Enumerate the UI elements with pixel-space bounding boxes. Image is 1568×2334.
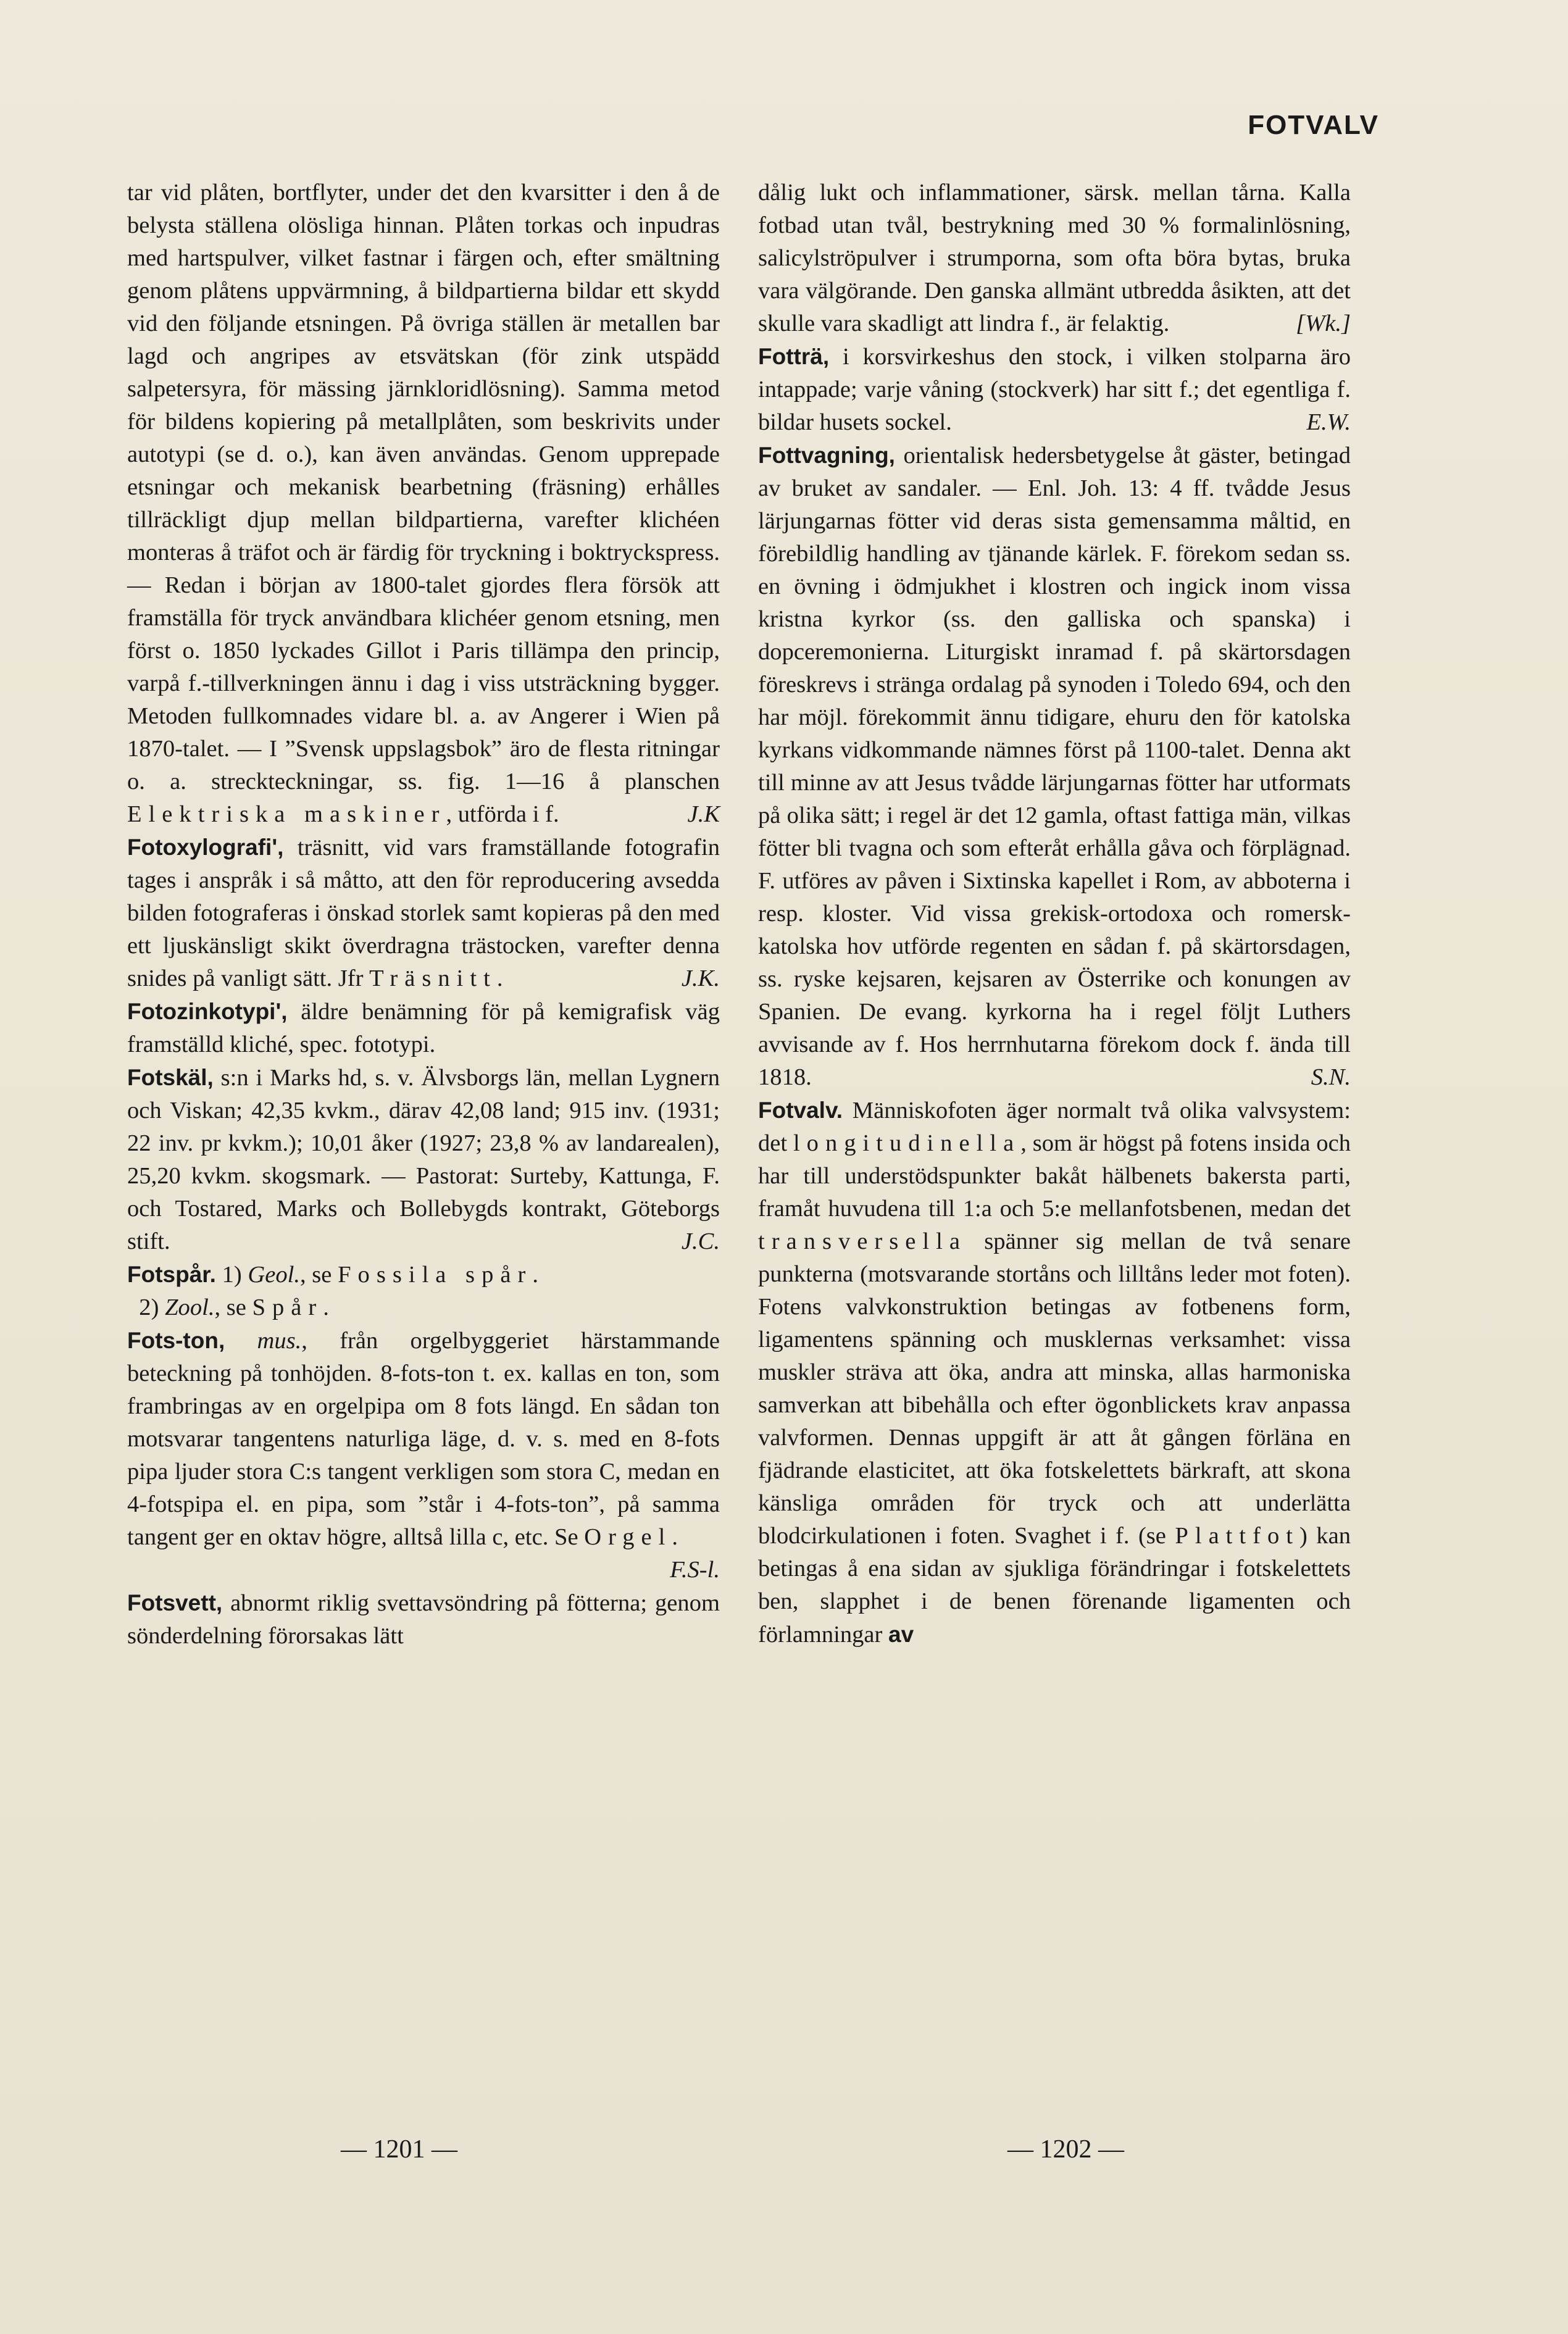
field-label: mus. — [257, 1328, 302, 1354]
author-signature: [Wk.] — [1296, 311, 1351, 336]
entry-fotsvett-continuation — [758, 177, 1351, 340]
entry-fotspar — [127, 1258, 720, 1324]
entry-text: , se — [300, 1262, 338, 1288]
entry-text: Människofoten äger normalt två olika valvsystem: det — [758, 1098, 1351, 1156]
entry-text: äldre benämning för på kemigrafisk väg framställd kliché, spec. fototypi. — [127, 999, 720, 1057]
entry-continuation — [127, 177, 720, 831]
entry-text-bold: av — [888, 1622, 914, 1647]
entry-text: 2) — [139, 1294, 165, 1320]
cross-reference: Träsnitt — [369, 965, 497, 991]
entry-text: s:n i Marks hd, s. v. Älvsborgs län, mellan Lygnern och Viskan; 42,35 kvkm., därav 42,08 land; 915 inv. (1931; 22 inv. pr kvkm.); 10,01 åker (1927; 23,8 % av landarealen), 25,20 kvkm. skogsmark. — Pastorat: Surteby, Kattunga, F. och Tostared, Marks och Bollebygds kontrakt, Göteborgs stift. — [127, 1065, 720, 1254]
cross-reference: Spår — [252, 1294, 323, 1320]
author-signature: S.N. — [1311, 1064, 1351, 1090]
headword: Fottvagning, — [758, 443, 895, 468]
entry-fottvagning — [758, 439, 1351, 1094]
entry-text: . — [323, 1294, 329, 1320]
entry-text: orientalisk hedersbetygelse åt gäster, betingad av bruket av sandaler. — Enl. Joh. 13: 4 ff. tvådde Jesus lärjungarnas fötter vid deras sista gemensamma måltid, en förebildlig handling av tjänande kärlek. F. förekom sedan ss. en övning i ödmjukhet i klostren och ingick inom vissa kristna kyrkor (ss. den galliska och spanska) i dopceremonierna. Liturgiskt inramad f. på skärtorsdagen föreskrevs i stränga ordalag på synoden i Toledo 694, och den har möjl. förekommit ännu tidigare, ehuru den för katolska kyrkans vidkommande nämnes först på 1100-talet. Denna akt till minne av att Jesus tvådde lärjungarnas fötter har utformats på olika sätt; i regel är det 12 gamla, oftast fattiga män, vilkas fötter bli tvagna och som efteråt erhålla gåva och förplägnad. F. utföres av påven i Sixtinska kapellet i Rom, av abboterna i resp. kloster. Vid vissa grekisk-ortodoxa och romersk-katolska hov utförde regenten en sådan f. på skärtorsdagen, ss. ryske kejsaren, kejsaren av Österrike och konungen av Spanien. De evang. kyrkorna ha i regel följt Luthers avvisande av f. Hos herrnhutarna förekom dock f. ända till 1818. — [758, 443, 1351, 1090]
author-signature: J.C. — [681, 1228, 720, 1254]
entry-text: 1) — [215, 1262, 248, 1288]
entry-text: dålig lukt och inflammationer, särsk. mellan tårna. Kalla fotbad utan tvål, bestrykning med 30 % formalinlösning, salicylströpulver i strumporna, som ofta böra bytas, bruka vara välgörande. Den ganska allmänt utbredda åsikten, att det skulle vara skadligt att lindra f., är felaktig. — [758, 180, 1351, 336]
entry-text: , som är högst på fotens insida och har till understödspunkter bakåt hälbenets bakersta parti, framåt huvudena till 1:a och 5:e mellanfotsbenen, medan det — [758, 1130, 1351, 1222]
entry-fottra — [758, 340, 1351, 439]
author-signature: J.K. — [681, 965, 720, 991]
running-head: FOTVALV — [1248, 110, 1379, 140]
field-label: Geol. — [248, 1262, 300, 1288]
entry-text: abnormt riklig svettavsöndring på fötterna; genom sönderdelning förorsakas lätt — [127, 1590, 720, 1649]
author-signature: J.K — [687, 801, 720, 827]
entry-fotvalv — [758, 1094, 1351, 1651]
field-label: Zool. — [165, 1294, 215, 1320]
entry-text: , utförda i f. — [446, 801, 559, 827]
emphasized-term: transversella — [758, 1228, 967, 1254]
entry-fotozinkotypi — [127, 995, 720, 1061]
headword: Fots-ton, — [127, 1328, 225, 1353]
author-signature: E.W. — [1306, 409, 1351, 435]
cross-reference: Orgel — [584, 1524, 672, 1550]
entry-text: ) kan betingas å ena sidan av sjukliga förändringar i fotskelettets ben, slapphet i de benen förenande ligamenten och förlamningar — [758, 1523, 1351, 1648]
entry-text: spänner sig mellan de två senare punkterna (motsvarande stortåns och lilltåns leder mot foten). Fotens valvkonstruktion betingas av fotbenens form, ligamentens spänning och musklernas verksamhet: vissa muskler sträva att öka, andra att minska, allas harmoniska samverkan att bibehålla och efter ögonblickets krav anpassa valvformen. Dennas uppgift är att åt gången förläna en fjädrande elasticitet, att öka fotskelettets bärkraft, att skona känsliga områden för tryck och att underlätta blodcirkulationen i foten. Svaghet i f. (se — [758, 1228, 1351, 1549]
entry-text: träsnitt, vid vars framställande fotografin tages i anspråk i så måtto, att den för reproducering avsedda bilden fotograferas i önskad storlek samt kopieras på den med ett ljuskänsligt skikt överdragna trästocken, varefter denna snides på vanligt sätt. Jfr — [127, 835, 720, 991]
entry-text: . — [532, 1262, 538, 1288]
cross-reference: Elektriska maskiner — [127, 801, 446, 827]
entry-text: , se — [214, 1294, 252, 1320]
page-number-left: — 1201 — — [341, 2135, 457, 2164]
entry-fots-ton: Fots-ton, mus., från orgelbyggeriet härstammande beteckning på tonhöjden. 8-fots-ton t. ex. kallas en ton, som frambringas av en orgelpipa om 8 fots längd. En sådan ton motsvarar tangentens naturliga läge, d. v. s. med en 8-fots pipa ljuder stora C:s tangent verkligen som stora C, medan en 4-fotspipa el. en pipa, som ”står i 4-fots-ton”, på samma tangent ger en oktav högre, alltså lilla c, etc. Se Orgel. F.S-l. — [127, 1324, 720, 1586]
right-column — [758, 177, 1351, 1651]
author-signature: F.S-l. — [670, 1557, 720, 1583]
left-column — [127, 177, 720, 1653]
page-number-right: — 1202 — — [1007, 2135, 1124, 2164]
entry-fotoxylografi: Fotoxylografi', träsnitt, vid vars framställande fotografin tages i anspråk i så måtto, att den för reproducering avsedda bilden fotograferas i önskad storlek samt kopieras på den med ett ljuskänsligt skikt överdragna trästocken, varefter denna snides på vanligt sätt. Jfr Träsnitt. J.K. — [127, 831, 720, 995]
headword: Fotoxylografi', — [127, 835, 284, 860]
entry-fotsvett — [127, 1586, 720, 1653]
headword: Fotskäl, — [127, 1065, 214, 1090]
cross-reference: Plattfot — [1175, 1523, 1299, 1549]
headword: Fotspår. — [127, 1262, 216, 1287]
entry-text: i korsvirkeshus den stock, i vilken stolparna äro intappade; varje våning (stockverk) har sitt f.; det egentliga f. bildar husets sockel. — [758, 344, 1351, 435]
emphasized-term: longitudinella — [793, 1130, 1021, 1156]
entry-text: tar vid plåten, bortflyter, under det den kvarsitter i den å de belysta ställena olösliga hinnan. Plåten torkas och inpudras med hartspulver, vilket fastnar i färgen och, efter smältning genom plåtens uppvärmning, å bildpartierna bildar ett skydd vid den följande etsningen. På övriga ställen är metallen bar lagd och angripes av etsvätskan (för zink utspädd salpetersyra, för mässing järnkloridlösning). Samma metod för bildens kopiering på metallplåten, som beskrivits under autotypi (se d. o.), kan även användas. Genom upprepade etsningar och mekanisk bearbetning (fräsning) erhålles tillräckligt djup mellan bildpartierna, varefter klichéen monteras å träfot och är färdig för tryckning i boktryckspress. — Redan i början av 1800-talet gjordes flera försök att framställa för tryck användbara klichéer genom etsning, men först o. 1850 lyckades Gillot i Paris tillämpa den princip, varpå f.-tillverkningen ännu i dag i viss utsträckning bygger. Metoden fullkomnades vidare bl. a. av Angerer i Wien på 1870-talet. — I ”Svensk uppslagsbok” äro de flesta ritningar o. a. streckteckningar, ss. fig. 1—16 å planschen — [127, 180, 720, 794]
entry-fotskal — [127, 1061, 720, 1258]
headword: Fotozinkotypi', — [127, 999, 288, 1024]
headword: Fotträ, — [758, 344, 830, 369]
cross-reference: Fossila spår — [338, 1262, 533, 1288]
headword: Fotvalv. — [758, 1098, 843, 1123]
headword: Fotsvett, — [127, 1590, 223, 1615]
entry-text: , från orgelbyggeriet härstammande beteckning på tonhöjden. 8-fots-ton t. ex. kallas en ton, som frambringas av en orgelpipa om 8 fots längd. En sådan ton motsvarar tangentens naturliga läge, d. v. s. med en 8-fots pipa ljuder stora C:s tangent verkligen som stora C, medan en 4-fotspipa el. en pipa, som ”står i 4-fots-ton”, på samma tangent ger en oktav högre, alltså lilla c, etc. Se — [127, 1328, 720, 1550]
